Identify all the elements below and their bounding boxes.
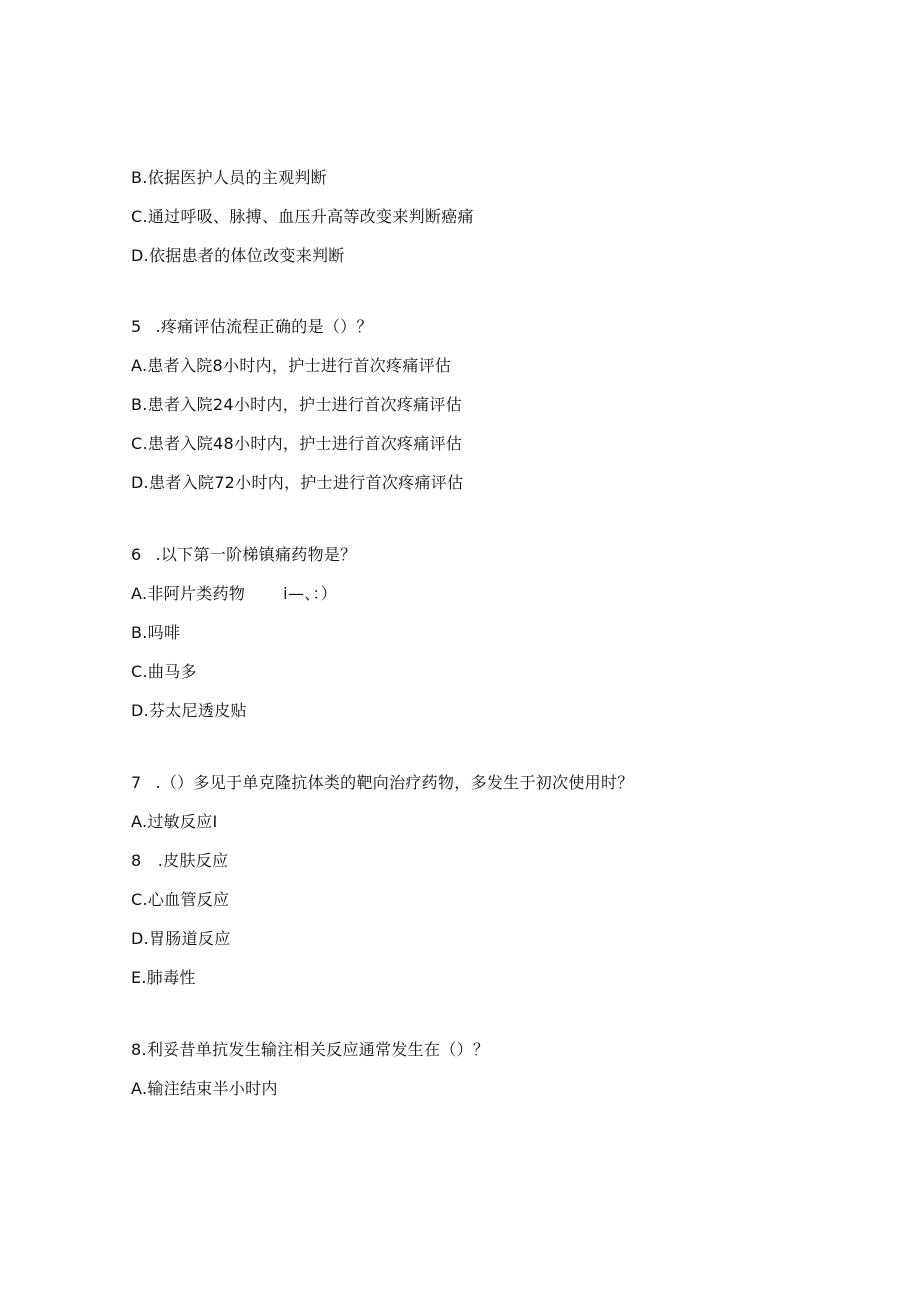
q6-option-a-text: A.非阿片类药物 bbox=[131, 584, 246, 603]
q7-option-a: A.过敏反应I bbox=[131, 812, 218, 831]
q7-option-c: C.心血管反应 bbox=[131, 890, 230, 909]
q4-option-b: B.依据医护人员的主观判断 bbox=[131, 168, 327, 187]
q6-stem bbox=[131, 545, 356, 565]
q8-stem: 8.利妥昔单抗发生输注相关反应通常发生在（）？ bbox=[131, 1040, 490, 1059]
q7-option-e: E.肺毒性 bbox=[131, 968, 196, 987]
q6-option-d: D.芬太尼透皮贴 bbox=[131, 701, 247, 720]
q4-option-d: D.依据患者的体位改变来判断 bbox=[131, 246, 345, 265]
q7-number: 7 bbox=[131, 773, 142, 792]
q8-option-a: A.输注结束半小时内 bbox=[131, 1079, 278, 1098]
q6-option-c: C.曲马多 bbox=[131, 662, 197, 681]
q5-stem bbox=[131, 317, 373, 337]
q6-option-b: B.吗啡 bbox=[131, 623, 181, 642]
q6-number: 6 bbox=[131, 545, 142, 564]
q5-option-d: D.患者入院72小时内，护士进行首次疼痛评估 bbox=[131, 473, 464, 492]
q7-option-d: D.胃肠道反应 bbox=[131, 929, 231, 948]
q5-option-c: C.患者入院48小时内，护士进行首次疼痛评估 bbox=[131, 434, 463, 453]
q5-number: 5 bbox=[131, 317, 142, 336]
q7-option-b: 8 .皮肤反应 bbox=[131, 851, 229, 870]
q4-option-c: C.通过呼吸、脉搏、血压升高等改变来判断癌痛 bbox=[131, 207, 474, 226]
q5-stem-text: .疼痛评估流程正确的是（）？ bbox=[155, 317, 373, 336]
q5-option-a: A.患者入院8小时内，护士进行首次疼痛评估 bbox=[131, 356, 452, 375]
q6-stem-text: .以下第一阶梯镇痛药物是？ bbox=[155, 545, 357, 564]
q6-option-a bbox=[131, 584, 337, 604]
q6-option-a-mark: i—、：） bbox=[283, 584, 338, 603]
q7-stem-text: .（）多见于单克隆抗体类的靶向治疗药物，多发生于初次使用时？ bbox=[155, 773, 634, 792]
q5-option-b: B.患者入院24小时内，护士进行首次疼痛评估 bbox=[131, 395, 463, 414]
q7-stem bbox=[131, 773, 634, 793]
